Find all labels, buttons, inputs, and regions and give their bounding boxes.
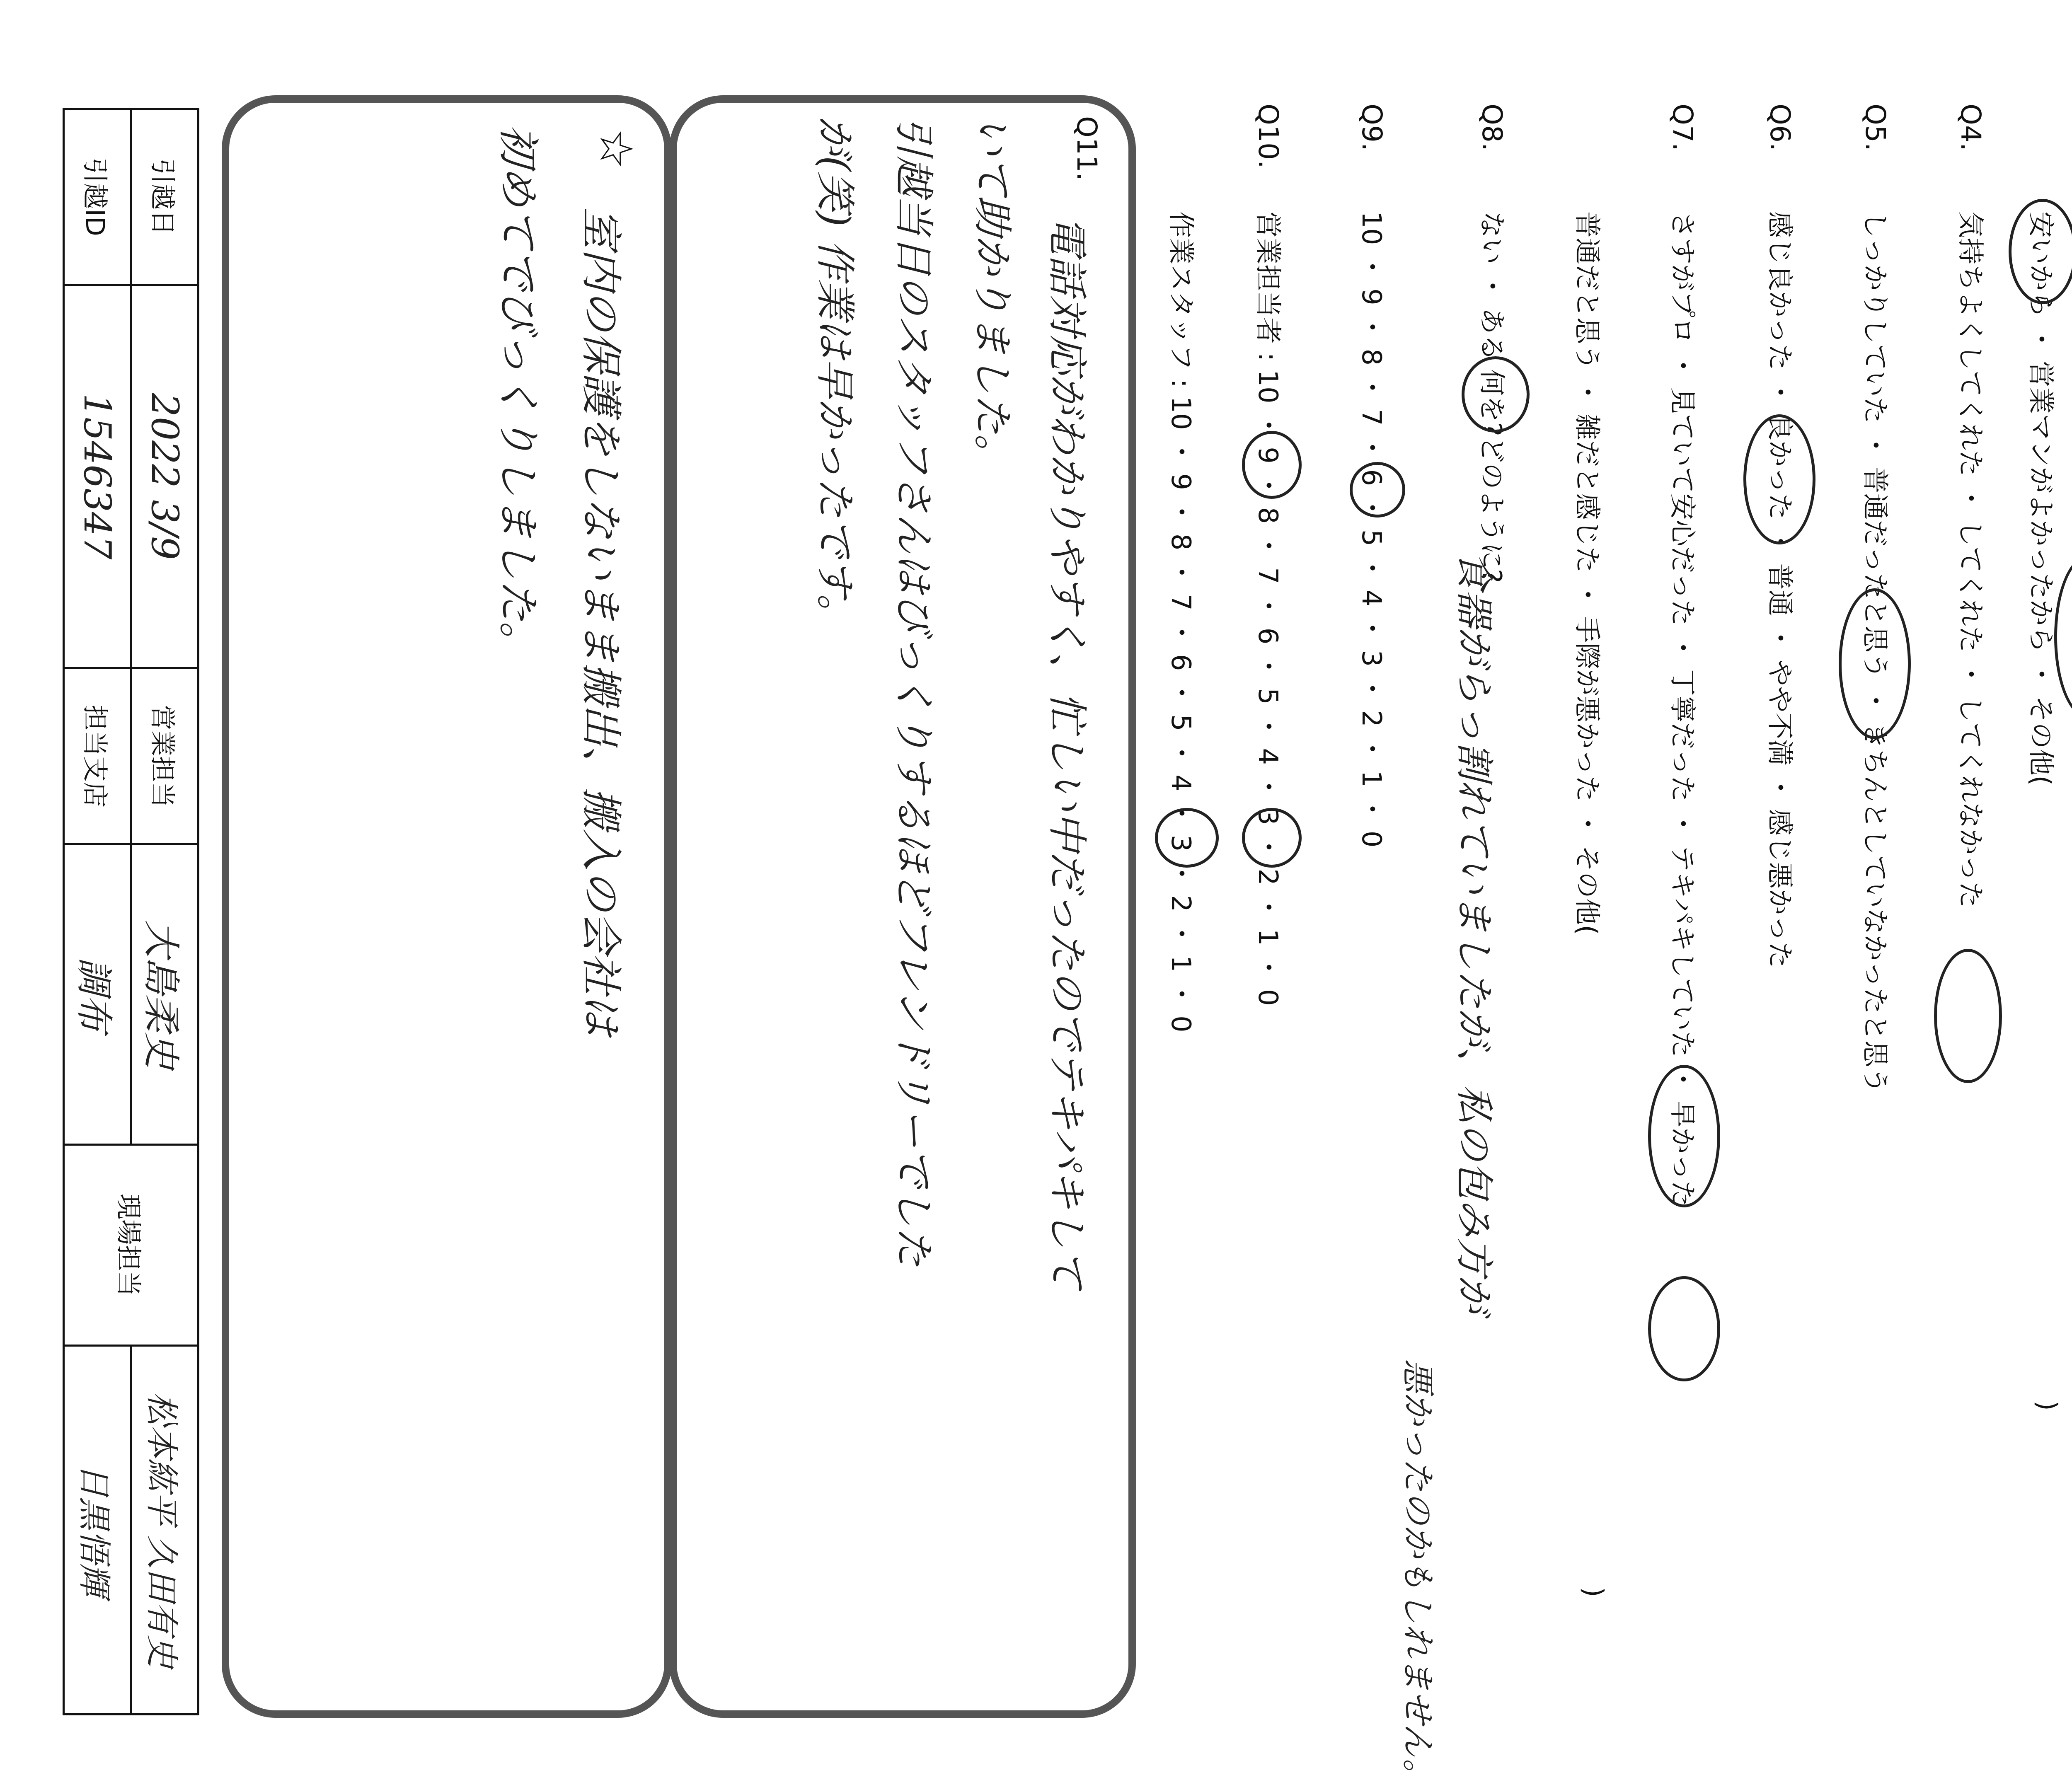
answer-circle-q8 [1462,356,1530,433]
q3-close-paren: ) [2031,1400,2062,1411]
question-options: 気持ちよくしてくれた ・ してくれた ・ してくれなかった [1955,211,1985,908]
question-options: 普通だと思う ・ 雑だと感じた ・ 手際が悪かった ・ その他( [1571,211,1602,936]
q8-handwritten-answer: 食器がらっ割れていましたが、私の包み方が [1452,551,1496,1314]
question-number: Q6. [1764,104,1796,151]
moving-date-value: 2022 3/9 [131,285,198,668]
question-options: 作業スタッフ : 10 ・ 9 ・ 8 ・ 7 ・ 6 ・ 5 ・ 4 ・ 3 ・ 2 ・ 1 ・ 0 [1165,211,1196,1033]
question-q7-continued [1570,211,1608,935]
question-options: さすがプロ ・ 見ていて安心だった ・ 丁寧だった ・ テキパキしていた ・ 早かった [1667,211,1697,1207]
sales-rep-label: 営業担当 [131,668,198,844]
answer-circle-q10-staff [1155,808,1219,868]
answer-circle-q7-fast [1648,1276,1720,1381]
question-number: Q9. [1356,104,1388,151]
onsite-rep-value-2: 日黒悟輝 [64,1346,131,1715]
question-q11-number: Q11. [1071,116,1103,181]
question-options: 10 ・ 9 ・ 8 ・ 7 ・ 6 ・ 5 ・ 4 ・ 3 ・ 2 ・ 1 ・ 0 [1356,211,1387,848]
onsite-rep-value: 松本紘平 久田有史 [131,1346,198,1715]
question-options: 感じ良かった ・ 良かった ・ 普通 ・ やや不満 ・ 感じ悪かった [1764,211,1795,968]
sales-rep-value: 大島柔史 [131,844,198,1145]
answer-circle-q7-tekipaki [1648,1065,1720,1207]
moving-id-label: 引越ID [64,109,131,285]
question-options: 営業担当者 : 10 ・ 9 ・ 8 ・ 7 ・ 6 ・ 5 ・ 4 ・ 3 ・ 2 ・ 1 ・ 0 [1252,211,1283,1006]
question-q4 [1953,104,1992,908]
question-number: Q10. [1252,104,1284,169]
q7-close-paren: ) [1578,1587,1608,1597]
question-q8 [1475,104,1513,583]
q11-comment-line-2: いて助かりました。 [969,116,1016,474]
answer-circle-q3-cheap [2009,199,2072,304]
question-q10 [1251,104,1289,1006]
branch-label: 担当支店 [64,668,131,844]
q11-comment-line-1: 電話対応がわかりやすく、忙しい中だったのでテキパキして [1044,215,1090,1289]
question-options: しっかりしていた ・ 普通だったと思う ・ きちんとしていなかったと思う [1859,211,1890,1094]
answer-circle-q10-sales [1242,431,1302,499]
answer-circle-q10-sales-partial [1242,808,1302,868]
question-number: Q7. [1667,104,1699,151]
star-icon: ☆ [590,128,643,169]
additional-comment-line-1: 室内の保護をしないまま搬出、搬入の会社は [577,207,625,1036]
moving-id-value: 1546347 [64,285,131,668]
onsite-rep-label: 現場担当 [64,1145,198,1346]
answer-circle-q9 [1350,462,1405,518]
question-q7 [1665,104,1704,1207]
question-number: Q8. [1476,104,1508,151]
branch-value: 調布 [64,844,131,1145]
q8-handwritten-answer-2: 悪かったのかもしれません。 [1399,1359,1437,1792]
question-q10-staff [1164,211,1202,1033]
question-options: ない ・ ある 何を?どのように? [1476,211,1507,583]
q11-comment-line-3: 引越当日のスタッフさんはびっくりするほどフレンドリーでした [891,116,937,1267]
answer-circle-q4 [1934,949,2002,1083]
answer-circle-q5 [1839,588,1911,739]
question-options: 安いから ・ 営業マンがよかったから ・ その他( [2025,211,2056,786]
moving-date-label: 引越日 [131,109,198,285]
additional-comment-line-2: 初めてでびっくりしました。 [494,124,542,663]
answer-circle-q6 [1743,414,1815,544]
question-number: Q5. [1859,104,1891,151]
info-table [63,108,199,1715]
q11-comment-line-4: が(笑) 作業は早かったです。 [812,116,858,634]
question-number: Q4. [1955,104,1987,151]
